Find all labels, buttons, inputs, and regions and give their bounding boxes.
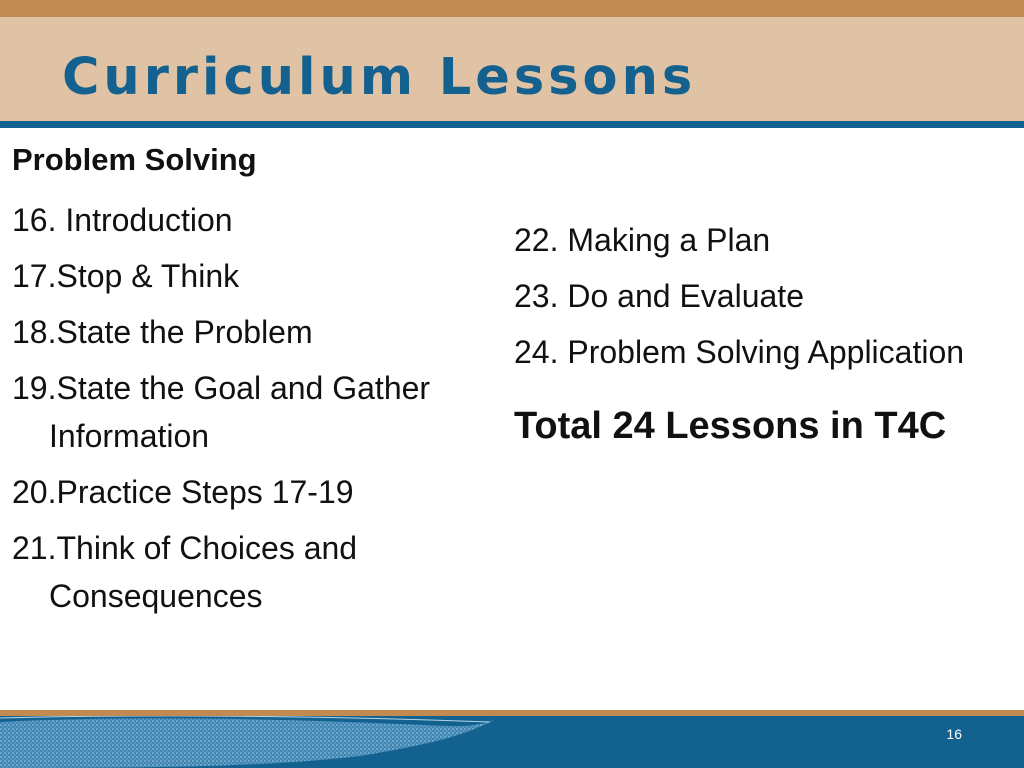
left-column [12,140,482,628]
lesson-item: 22. Making a Plan [514,222,771,258]
right-column [514,216,984,453]
slide-number: 16 [946,726,962,742]
lesson-item: 20.Practice Steps 17-19 [12,474,354,510]
lesson-item: 21.Think of Choices and Consequences [12,530,358,614]
footer-band [0,716,1024,768]
lesson-item: 23. Do and Evaluate [514,278,804,314]
lesson-list-left [12,196,482,620]
top-accent-band [0,0,1024,17]
lesson-item: 17.Stop & Think [12,258,240,294]
slide-title: Curriculum Lessons [62,48,697,107]
lesson-item: 16. Introduction [12,202,233,238]
section-heading: Problem Solving [12,142,257,177]
total-lessons-note: Total 24 Lessons in T4C [514,405,947,447]
lesson-item: 24. Problem Solving Application [514,334,965,370]
header-divider [0,121,1024,128]
lesson-item: 19.State the Goal and Gather Information [12,370,431,454]
lesson-list-right [514,216,984,376]
lesson-item: 18.State the Problem [12,314,313,350]
footer-wave-graphic [0,716,1024,768]
